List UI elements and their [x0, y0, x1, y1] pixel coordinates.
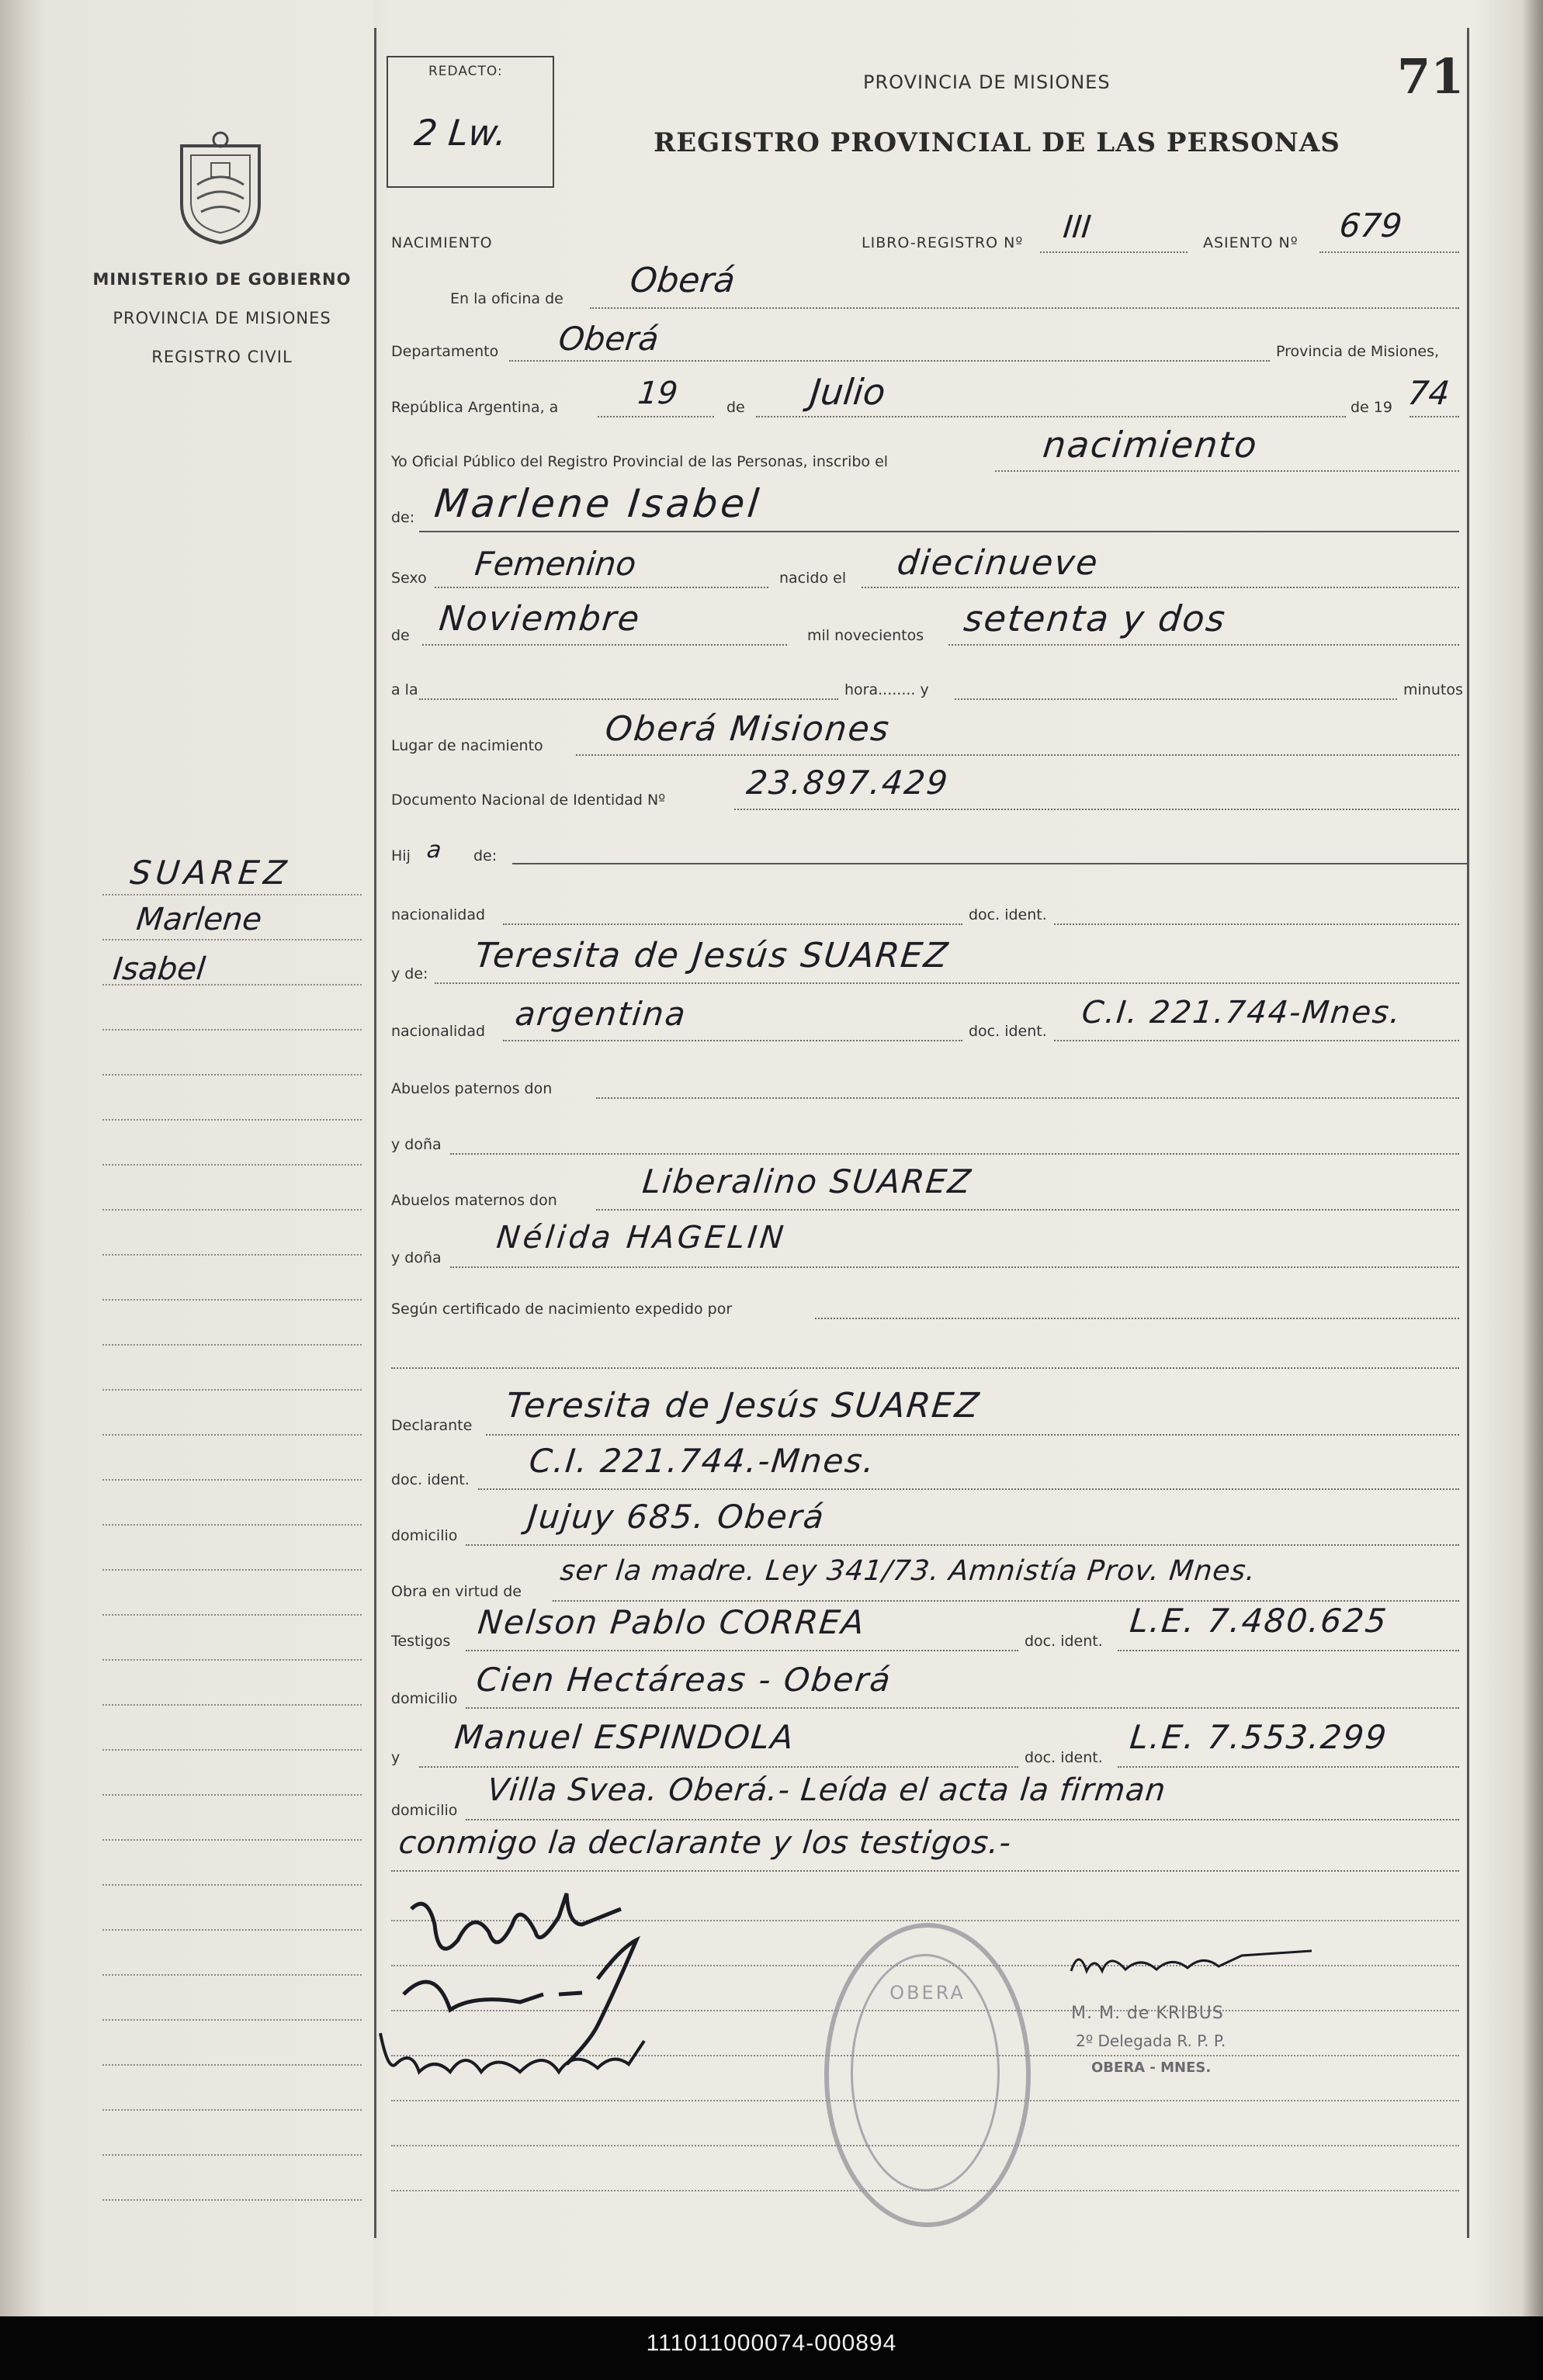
a-la-line — [419, 698, 838, 700]
hijo-line — [512, 863, 1467, 864]
testigo2-domicilio-line — [466, 1819, 1459, 1821]
sidebar-rule — [102, 1569, 362, 1571]
sidebar-rule — [102, 894, 362, 896]
testigo1-doc-line — [1118, 1650, 1459, 1651]
madre-value: Teresita de Jesús SUAREZ — [473, 936, 952, 975]
testigo2-doc-line — [1118, 1766, 1459, 1768]
inscribo-line — [995, 470, 1459, 472]
domicilio2-label: domicilio — [391, 1690, 458, 1707]
ministry-label: MINISTERIO DE GOBIERNO — [92, 270, 352, 289]
asiento-value: 679 — [1337, 206, 1404, 244]
certificado-line — [815, 1318, 1459, 1319]
provincia-suffix: Provincia de Misiones, — [1276, 343, 1440, 360]
sidebar-rule — [102, 1749, 362, 1751]
mil-label: mil novecientos — [807, 627, 924, 644]
sidebar-rule — [102, 1029, 362, 1031]
y-dona-line — [450, 1153, 1459, 1155]
hijo-de-label: de: — [473, 847, 498, 864]
sidebar-rule — [102, 2109, 362, 2111]
sidebar-rule — [102, 1074, 362, 1076]
nacido-line — [862, 587, 1459, 588]
hijo-suffix: a — [425, 837, 443, 864]
anio-nac-line — [948, 644, 1459, 646]
dia-value: 19 — [636, 376, 680, 411]
anio-line — [1410, 416, 1459, 417]
registry-title: REGISTRO PROVINCIAL DE LAS PERSONAS — [654, 127, 1340, 158]
abuelos-maternos-label: Abuelos maternos don — [391, 1192, 557, 1209]
redacto-box — [387, 56, 554, 188]
abuela-materna-value: Nélida HAGELIN — [494, 1220, 789, 1256]
republica-label: República Argentina, a — [391, 399, 559, 416]
departamento-label: Departamento — [391, 343, 499, 360]
domicilio-line — [466, 1544, 1459, 1546]
sidebar-rule — [102, 1884, 362, 1886]
hora-line — [955, 698, 1397, 700]
sidebar-rule — [102, 1119, 362, 1121]
nacido-value: diecinueve — [895, 543, 1101, 583]
testigo2-value: Manuel ESPINDOLA — [452, 1718, 797, 1756]
margin-note-first-name: Marlene — [134, 902, 264, 937]
doc-ident-label: doc. ident. — [969, 906, 1047, 923]
libro-value: III — [1061, 210, 1093, 245]
testigo2-domicilio-value: Villa Svea. Oberá.- Leída el acta la firman — [485, 1772, 1168, 1808]
inscribo-value: nacimiento — [1041, 424, 1260, 466]
domicilio-value: Jujuy 685. Oberá — [525, 1498, 827, 1536]
sexo-line — [435, 587, 768, 588]
departamento-value: Oberá — [557, 320, 661, 358]
frame-right-border — [1467, 28, 1469, 2238]
obra-label: Obra en virtud de — [391, 1583, 522, 1600]
sidebar-province-label: PROVINCIA DE MISIONES — [113, 309, 331, 327]
sidebar-rule — [102, 1839, 362, 1841]
testigos-label: Testigos — [391, 1633, 451, 1650]
de2-label: de — [391, 627, 410, 644]
sidebar-rule — [102, 2199, 362, 2201]
obra-value: ser la madre. Ley 341/73. Amnistía Prov. Mnes. — [558, 1555, 1258, 1587]
mes-nac-value: Noviembre — [437, 599, 643, 639]
sidebar-rule — [102, 1974, 362, 1976]
sidebar-rule — [102, 1164, 362, 1166]
sidebar-rule — [102, 2154, 362, 2156]
mes-value: Julio — [808, 371, 888, 413]
nacionalidad-line — [503, 923, 962, 925]
redacto-value: 2 Lw. — [412, 112, 509, 154]
footer-bar — [0, 2316, 1543, 2380]
testigo1-domicilio-value: Cien Hectáreas - Oberá — [474, 1661, 894, 1699]
certificado-label: Según certificado de nacimiento expedido por — [391, 1301, 733, 1318]
signature-group — [365, 1878, 768, 2111]
seal-text: OBERA — [889, 1982, 966, 2004]
domicilio3-label: domicilio — [391, 1802, 458, 1819]
sidebar-rule — [102, 1704, 362, 1706]
libro-label: LIBRO-REGISTRO Nº — [862, 234, 1024, 251]
hora-label: hora........ y — [844, 681, 929, 698]
official-signature — [1063, 1940, 1343, 1987]
asiento-label: ASIENTO Nº — [1203, 234, 1299, 251]
nombre-line — [419, 531, 1459, 532]
sidebar-rule — [102, 1479, 362, 1481]
y-de-label: y de: — [391, 965, 428, 982]
closing-value: conmigo la declarante y los testigos.- — [397, 1825, 1014, 1861]
testigo2-line — [419, 1766, 1018, 1768]
abuelo-materno-value: Liberalino SUAREZ — [640, 1162, 974, 1200]
testigo1-value: Nelson Pablo CORREA — [476, 1603, 868, 1641]
testigo1-doc-value: L.E. 7.480.625 — [1128, 1602, 1390, 1640]
a-la-label: a la — [391, 681, 418, 698]
sidebar-rule — [102, 1659, 362, 1661]
sidebar-rule — [102, 2064, 362, 2066]
official-role: 2º Delegada R. P. P. — [1076, 2032, 1226, 2050]
sidebar-rule — [102, 1389, 362, 1391]
y-label: y — [391, 1749, 400, 1766]
redacto-label: REDACTO: — [428, 64, 503, 79]
sidebar-rule — [102, 1434, 362, 1436]
sidebar-rule — [102, 1929, 362, 1931]
de-label: de — [726, 399, 745, 416]
sidebar-rule — [102, 1254, 362, 1256]
declarante-value: Teresita de Jesús SUAREZ — [504, 1386, 983, 1426]
doc-madre-value: C.I. 221.744-Mnes. — [1080, 995, 1404, 1031]
y-dona2-label: y doña — [391, 1249, 442, 1266]
nombre-value: Marlene Isabel — [432, 481, 765, 526]
hijo-label: Hij — [391, 847, 411, 864]
sexo-label: Sexo — [391, 570, 427, 587]
nacionalidad2-value: argentina — [513, 995, 689, 1033]
abuelos-paternos-label: Abuelos paternos don — [391, 1080, 553, 1097]
abuelos-paternos-line — [596, 1097, 1459, 1099]
page-number: 71 — [1397, 48, 1465, 105]
official-place: OBERA - MNES. — [1091, 2060, 1212, 2076]
doc-ident3-label: doc. ident. — [391, 1471, 470, 1488]
y-dona2-line — [450, 1266, 1459, 1268]
dni-label: Documento Nacional de Identidad Nº — [391, 792, 666, 809]
departamento-line — [509, 360, 1270, 362]
mes-nac-line — [422, 644, 787, 646]
abuelos-maternos-line — [596, 1209, 1459, 1211]
document-id: 111011000074-000894 — [646, 2330, 897, 2356]
lugar-label: Lugar de nacimiento — [391, 737, 543, 754]
domicilio-label: domicilio — [391, 1527, 458, 1544]
libro-line — [1040, 251, 1188, 253]
lugar-value: Oberá Misiones — [603, 709, 893, 749]
anio-label: de 19 — [1351, 399, 1392, 416]
margin-note-second-name: Isabel — [111, 951, 207, 987]
declarante-label: Declarante — [391, 1417, 473, 1434]
y-dona-label: y doña — [391, 1136, 442, 1153]
sidebar-rule — [102, 2019, 362, 2021]
dia-line — [598, 416, 714, 417]
dni-value: 23.897.429 — [744, 764, 952, 802]
mes-line — [756, 416, 1346, 417]
sidebar-rule — [102, 1614, 362, 1616]
madre-line — [435, 982, 1459, 984]
testigo2-doc-value: L.E. 7.553.299 — [1128, 1718, 1390, 1756]
lugar-line — [576, 754, 1459, 756]
asiento-line — [1319, 251, 1459, 253]
coat-of-arms-emblem — [166, 130, 275, 245]
doc-ident4-label: doc. ident. — [1025, 1633, 1103, 1650]
oficina-line — [590, 307, 1459, 309]
certificado-line-2 — [391, 1367, 1459, 1369]
de-nombre-label: de: — [391, 509, 415, 526]
sidebar-rule — [102, 939, 362, 941]
doc-ident2-label: doc. ident. — [969, 1023, 1047, 1040]
doc-declarante-value: C.I. 221.744.-Mnes. — [527, 1442, 878, 1480]
nacido-label: nacido el — [779, 570, 847, 587]
oficina-label: En la oficina de — [450, 290, 563, 307]
declarante-line — [486, 1434, 1459, 1436]
minutos-label: minutos — [1403, 681, 1463, 698]
anio-value: 74 — [1406, 374, 1452, 412]
closing-line — [391, 1870, 1459, 1872]
sidebar-rule — [102, 1209, 362, 1211]
section-label: NACIMIENTO — [391, 234, 493, 251]
testigo1-domicilio-line — [466, 1707, 1459, 1709]
dni-line — [734, 809, 1459, 810]
province-title: PROVINCIA DE MISIONES — [863, 71, 1111, 93]
official-seal — [824, 1923, 1031, 2227]
doc-ident-line — [1054, 923, 1459, 925]
nacionalidad-label: nacionalidad — [391, 906, 486, 923]
sidebar-rule — [102, 1299, 362, 1301]
official-name: M. M. de KRIBUS — [1071, 2004, 1224, 2023]
sidebar-rule — [102, 1794, 362, 1796]
margin-note-surname: SUAREZ — [128, 854, 293, 892]
sidebar-registry-label: REGISTRO CIVIL — [151, 348, 293, 366]
nacionalidad2-label: nacionalidad — [391, 1023, 486, 1040]
sidebar-rule — [102, 1524, 362, 1526]
doc-madre-line — [1054, 1040, 1459, 1041]
testigo1-line — [466, 1650, 1018, 1651]
sidebar-rule — [102, 1344, 362, 1346]
doc-declarante-line — [478, 1488, 1459, 1490]
doc-ident5-label: doc. ident. — [1025, 1749, 1103, 1766]
sexo-value: Femenino — [473, 545, 638, 583]
anio-nac-value: setenta y dos — [962, 598, 1229, 639]
nacionalidad2-line — [503, 1040, 962, 1041]
oficial-label: Yo Oficial Público del Registro Provincial de las Personas, inscribo el — [391, 453, 889, 470]
oficina-value: Oberá — [628, 261, 737, 300]
